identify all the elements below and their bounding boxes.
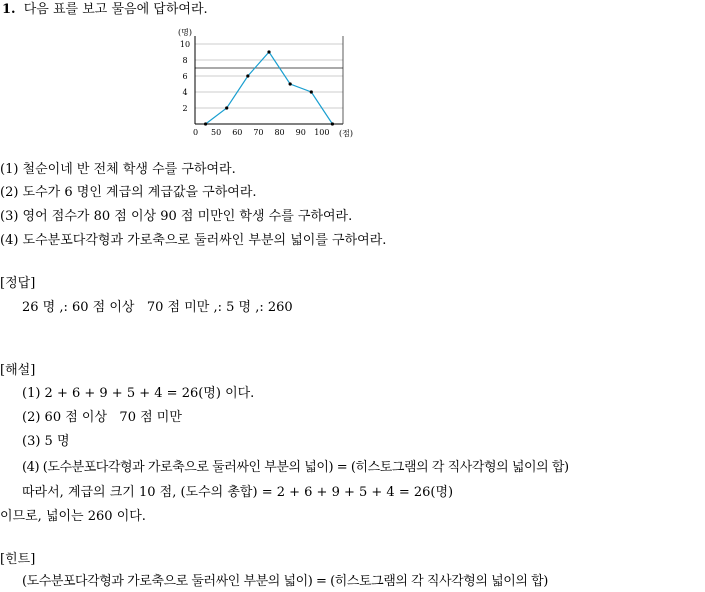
problem-number: 1. [2,2,16,17]
frequency-polygon-chart [175,26,365,138]
hint-text: (도수분포다각형과 가로축으로 둘러싸인 부분의 넓이) = (히스토그램의 각 직사각형의 넓이의 합) [22,574,548,589]
y-tick-label: 2 [182,104,188,113]
y-tick-label: 10 [179,40,191,49]
x-tick-label: 70 [253,128,264,137]
explanation-line-2: (2) 60 점 이상 70 점 미만 [22,410,182,425]
explanation-line-1: (1) 2 + 6 + 9 + 5 + 4 = 26(명) 이다. [22,386,255,401]
data-point [331,122,334,125]
x-tick-label: 80 [274,128,285,137]
frequency-polygon-line [206,52,333,124]
data-point [204,122,207,125]
hint-header: [힌트] [0,552,36,567]
data-point [246,74,249,77]
x-tick-label: 60 [232,128,243,137]
x-axis-label: (점) [339,129,353,138]
explanation-line-4: (4) (도수분포다각형과 가로축으로 둘러싸인 부분의 넓이) = (히스토그램의 각 직사각형의 넓이의 합) [22,460,569,475]
problem-title [2,2,208,18]
y-axis-label: (명) [178,28,192,37]
y-tick-label: 4 [182,88,188,97]
origin-tick-label: 0 [193,128,199,137]
answer-header: [정답] [0,276,36,291]
problem-prompt: 다음 표를 보고 물음에 답하여라. [23,2,208,17]
question-2: (2) 도수가 6 명인 계급의 계급값을 구하여라. [0,185,257,200]
explanation-line-3: (3) 5 명 [22,434,70,449]
data-point [225,106,228,109]
x-tick-label: 100 [314,128,330,137]
answer-text: 26 명 ,: 60 점 이상 70 점 미만 ,: 5 명 ,: 260 [22,300,293,315]
y-tick-label: 8 [182,56,188,65]
data-point [289,82,292,85]
explanation-line-5: 따라서, 계급의 크기 10 점, (도수의 총합) = 2 + 6 + 9 + 5 + 4 = 26(명) [22,485,454,500]
x-tick-label: 90 [295,128,306,137]
question-4: (4) 도수분포다각형과 가로축으로 둘러싸인 부분의 넓이를 구하여라. [0,233,387,248]
data-point [267,50,270,53]
x-tick-label: 50 [211,128,222,137]
question-1: (1) 철순이네 반 전체 학생 수를 구하여라. [0,162,236,177]
explanation-line-6: 이므로, 넓이는 260 이다. [0,509,146,524]
data-point [310,90,313,93]
question-3: (3) 영어 점수가 80 점 이상 90 점 미만인 학생 수를 구하여라. [0,209,353,224]
explanation-header: [해설] [0,363,36,378]
y-tick-label: 6 [182,72,188,81]
